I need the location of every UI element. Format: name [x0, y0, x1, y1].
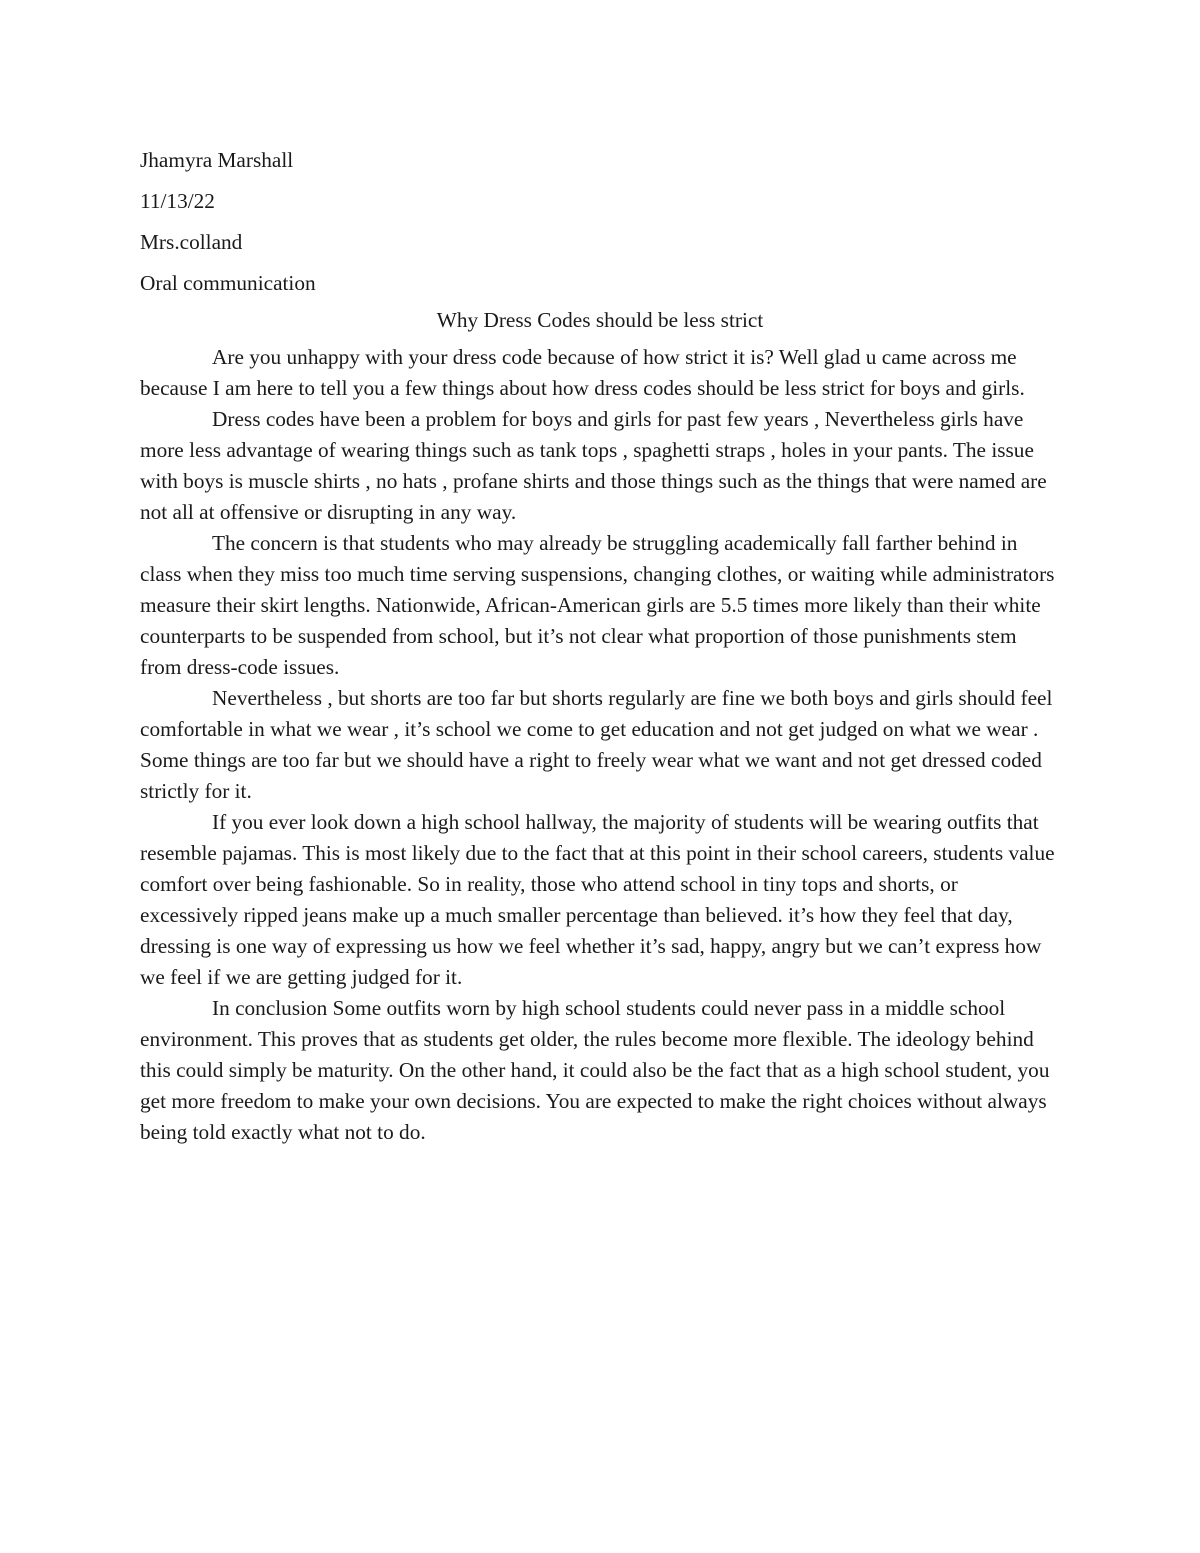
essay-header — [140, 140, 1060, 304]
paragraph-concern: The concern is that students who may already be struggling academically fall farther behind in class when they miss too much time serving suspensions, changing clothes, or waiting while administrators measure their skirt lengths. Nationwide, African-American girls are 5.5 times more likely than their white counterparts to be suspended from school, but it’s not clear what proportion of those punishments stem from dress-code issues. — [140, 531, 1055, 679]
paragraph-conclusion: In conclusion Some outfits worn by high school students could never pass in a middle school environment. This proves that as students get older, the rules become more flexible. The ideology behind this could simply be maturity. On the other hand, it could also be the fact that as a high school student, you get more freedom to make your own decisions. You are expected to make the right choices without always being told exactly what not to do. — [140, 996, 1050, 1144]
paragraph-comfort: Nevertheless , but shorts are too far but shorts regularly are fine we both boys and girls should feel comfortable in what we wear , it’s school we come to get education and not get judged on what we wear . Some things are too far but we should have a right to freely wear what we want and not get dressed coded strictly for it. — [140, 686, 1053, 803]
teacher-name: Mrs.colland — [140, 230, 243, 254]
author-name: Jhamyra Marshall — [140, 148, 294, 172]
paragraph-hallway: If you ever look down a high school hallway, the majority of students will be wearing outfits that resemble pajamas. This is most likely due to the fact that at this point in their school careers, students value comfort over being fashionable. So in reality, those who attend school in tiny tops and shorts, or excessively ripped jeans make up a much smaller percentage than believed. it’s how they feel that day, dressing is one way of expressing us how we feel whether it’s sad, happy, angry but we can’t express how we feel if we are getting judged for it. — [140, 810, 1055, 989]
course-name: Oral communication — [140, 271, 316, 295]
essay-date: 11/13/22 — [140, 189, 215, 213]
paragraph-intro: Are you unhappy with your dress code because of how strict it is? Well glad u came across me because I am here to tell you a few things about how dress codes should be less strict for boys and girls. — [140, 345, 1025, 400]
paragraph-problem: Dress codes have been a problem for boys and girls for past few years , Nevertheless girls have more less advantage of wearing things such as tank tops , spaghetti straps , holes in your pants. The issue with boys is muscle shirts , no hats , profane shirts and those things such as the things that were named are not all at offensive or disrupting in any way. — [140, 407, 1047, 524]
essay-body — [140, 342, 1060, 1148]
essay-title: Why Dress Codes should be less strict — [436, 308, 764, 332]
